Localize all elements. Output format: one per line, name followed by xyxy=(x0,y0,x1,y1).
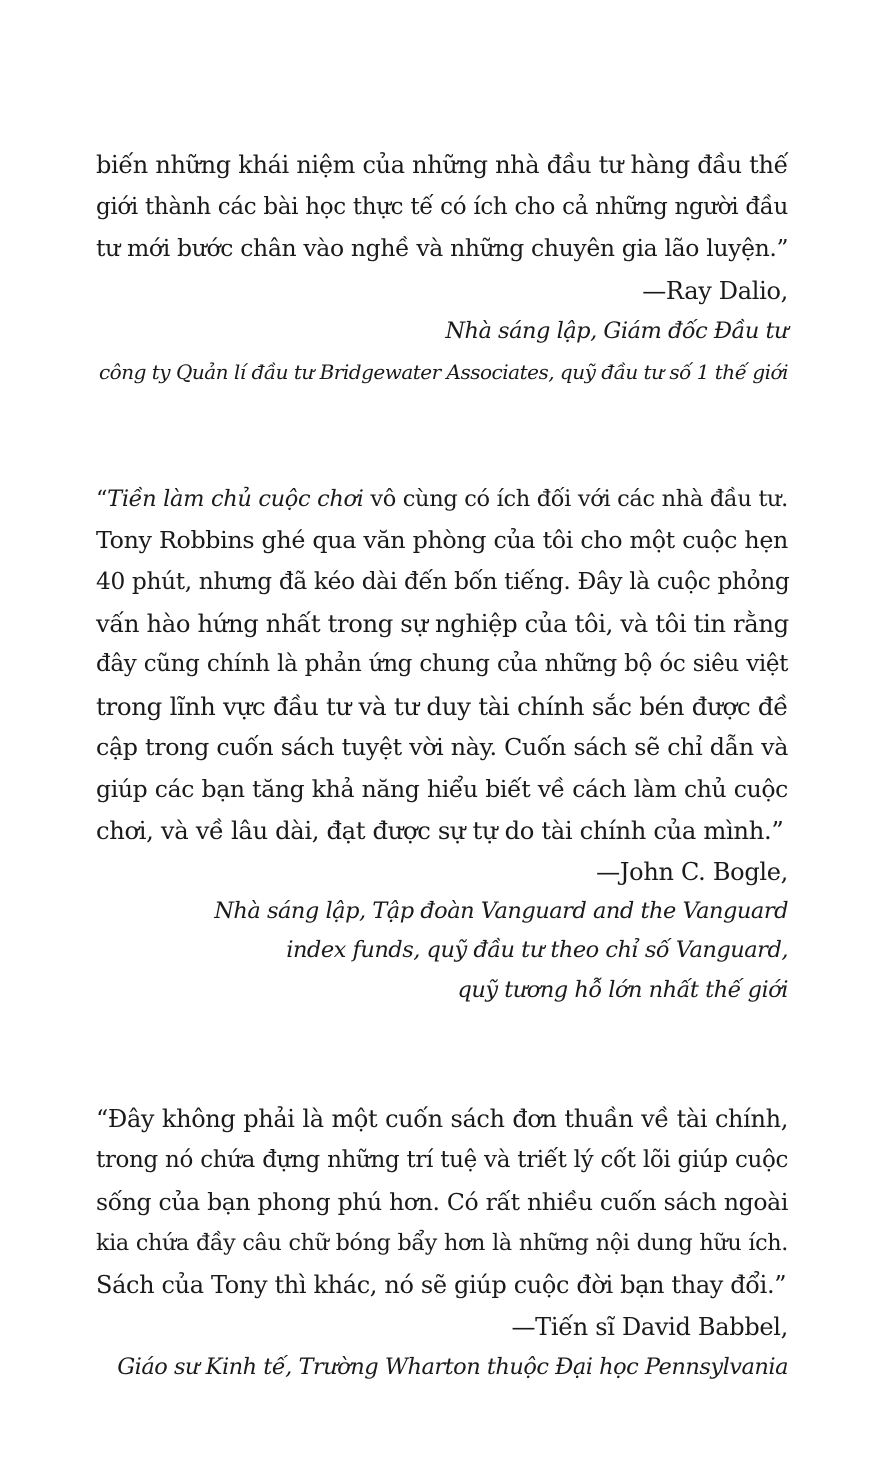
quote-line: trong nó chứa đựng những trí tuệ và triết lý cốt lõi giúp cuộc xyxy=(96,1147,788,1173)
quote-line: giúp các bạn tăng khả năng hiểu biết về cách làm chủ cuộc xyxy=(96,775,788,803)
quote-line xyxy=(96,479,788,521)
open-quote: “ xyxy=(96,486,108,512)
author-credentials: Giáo sư Kinh tế, Trường Wharton thuộc Đại học Pennsylvania xyxy=(117,1354,788,1380)
quote-text: vô cùng có ích đối với các nhà đầu tư. xyxy=(363,486,788,512)
quote-line: biến những khái niệm của những nhà đầu tư hàng đầu thế xyxy=(96,151,788,179)
quote-line: kia chứa đầy câu chữ bóng bẩy hơn là những nội dung hữu ích. xyxy=(96,1230,788,1256)
author-credentials: Nhà sáng lập, Giám đốc Đầu tư xyxy=(445,318,788,344)
quote-line: tư mới bước chân vào nghề và những chuyên gia lão luyện.” xyxy=(96,234,789,262)
author-credentials: công ty Quản lí đầu tư Bridgewater Associates, quỹ đầu tư số 1 thế giới xyxy=(98,360,788,384)
quote-line: Tony Robbins ghé qua văn phòng của tôi cho một cuộc hẹn xyxy=(96,526,788,554)
book-title: Tiền làm chủ cuộc chơi xyxy=(107,486,364,512)
quote-line: chơi, và về lâu dài, đạt được sự tự do tài chính của mình.” xyxy=(96,816,784,845)
quote-line: 40 phút, nhưng đã kéo dài đến bốn tiếng. Đây là cuộc phỏng xyxy=(96,568,790,595)
author-credentials: Nhà sáng lập, Tập đoàn Vanguard and the Vanguard xyxy=(214,898,788,924)
quote-author: —Ray Dalio, xyxy=(642,277,788,305)
quote-line: “Đây không phải là một cuốn sách đơn thuần về tài chính, xyxy=(96,1105,788,1133)
quote-line: đây cũng chính là phản ứng chung của những bộ óc siêu việt xyxy=(96,651,788,677)
quote-author: —Tiến sĩ David Babbel, xyxy=(511,1313,788,1341)
author-credentials: index funds, quỹ đầu tư theo chỉ số Vanguard, xyxy=(286,937,788,963)
quote-author: —John C. Bogle, xyxy=(596,858,788,886)
quote-line: vấn hào hứng nhất trong sự nghiệp của tôi, và tôi tin rằng xyxy=(96,609,789,638)
quote-line: sống của bạn phong phú hơn. Có rất nhiều cuốn sách ngoài xyxy=(96,1188,788,1216)
quote-line: giới thành các bài học thực tế có ích cho cả những người đầu xyxy=(96,194,788,220)
author-credentials: quỹ tương hỗ lớn nhất thế giới xyxy=(457,977,788,1003)
quote-line: cập trong cuốn sách tuyệt vời này. Cuốn sách sẽ chỉ dẫn và xyxy=(96,733,788,761)
quote-line: Sách của Tony thì khác, nó sẽ giúp cuộc đời bạn thay đổi.” xyxy=(96,1271,787,1299)
quote-line: trong lĩnh vực đầu tư và tư duy tài chính sắc bén được đề xyxy=(96,692,788,721)
